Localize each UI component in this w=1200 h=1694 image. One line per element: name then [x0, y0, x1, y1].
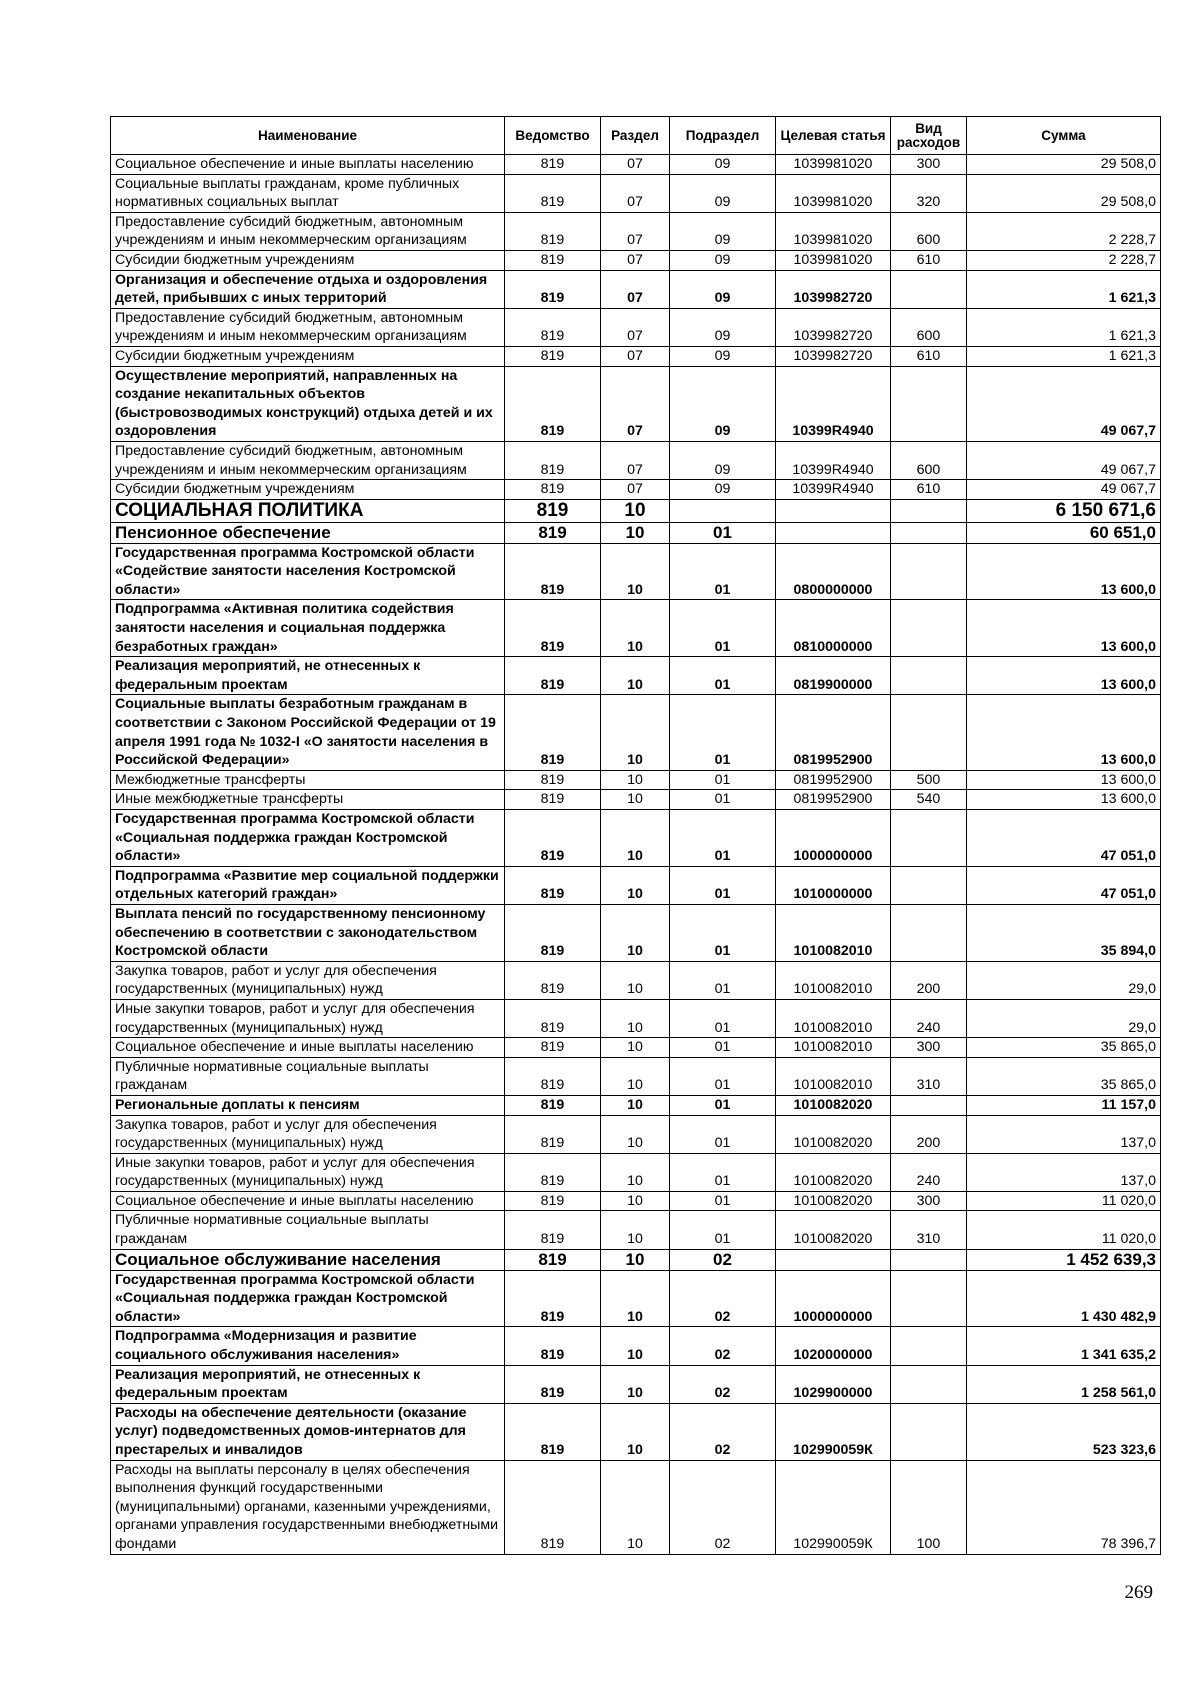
table-row [111, 657, 1161, 695]
table-row [111, 250, 1161, 270]
row-vid: 310 [891, 1211, 967, 1249]
row-vid: 300 [891, 1038, 967, 1058]
row-vedomstvo: 819 [505, 961, 601, 999]
table-row [111, 1057, 1161, 1095]
row-vedomstvo: 819 [505, 174, 601, 212]
row-name: Государственная программа Костромской области «Содействие занятости населения Костромской области» [111, 543, 505, 600]
row-vid: 200 [891, 961, 967, 999]
row-razdel: 10 [601, 695, 670, 770]
row-vedomstvo: 819 [505, 522, 601, 543]
row-celevaya: 1010082010 [776, 1057, 891, 1095]
row-vedomstvo: 819 [505, 810, 601, 867]
row-podrazdel: 01 [670, 999, 776, 1037]
row-razdel: 10 [601, 522, 670, 543]
row-podrazdel: 01 [670, 790, 776, 810]
row-name: Реализация мероприятий, не отнесенных к федеральным проектам [111, 1365, 505, 1403]
budget-table [110, 116, 1161, 1555]
table-row [111, 480, 1161, 500]
row-vedomstvo: 819 [505, 1460, 601, 1554]
row-vid [891, 810, 967, 867]
row-podrazdel: 09 [670, 250, 776, 270]
row-celevaya: 1039981020 [776, 250, 891, 270]
row-summa: 78 396,7 [967, 1460, 1161, 1554]
col-header-razdel: Раздел [601, 117, 670, 155]
row-razdel: 10 [601, 1403, 670, 1460]
row-celevaya: 102990059К [776, 1403, 891, 1460]
row-name: Публичные нормативные социальные выплаты гражданам [111, 1057, 505, 1095]
row-vedomstvo: 819 [505, 866, 601, 904]
row-celevaya [776, 522, 891, 543]
row-vedomstvo: 819 [505, 308, 601, 346]
row-vid: 100 [891, 1460, 967, 1554]
row-celevaya [776, 1249, 891, 1270]
row-vedomstvo: 819 [505, 1211, 601, 1249]
row-vedomstvo: 819 [505, 480, 601, 500]
row-podrazdel: 09 [670, 174, 776, 212]
row-summa: 137,0 [967, 1115, 1161, 1153]
row-vid [891, 366, 967, 441]
row-celevaya: 0819952900 [776, 790, 891, 810]
row-podrazdel: 01 [670, 810, 776, 867]
row-podrazdel: 02 [670, 1403, 776, 1460]
row-summa: 1 621,3 [967, 270, 1161, 308]
table-row [111, 543, 1161, 600]
row-vedomstvo: 819 [505, 1403, 601, 1460]
row-summa: 523 323,6 [967, 1403, 1161, 1460]
row-summa: 60 651,0 [967, 522, 1161, 543]
row-celevaya: 0819900000 [776, 657, 891, 695]
table-row [111, 270, 1161, 308]
table-row [111, 770, 1161, 790]
row-summa: 2 228,7 [967, 212, 1161, 250]
row-celevaya: 10399R4940 [776, 366, 891, 441]
row-name: Субсидии бюджетным учреждениям [111, 346, 505, 366]
row-summa: 35 894,0 [967, 904, 1161, 961]
row-vid: 540 [891, 790, 967, 810]
row-vid [891, 904, 967, 961]
row-vedomstvo: 819 [505, 1249, 601, 1270]
row-vid: 610 [891, 250, 967, 270]
row-vedomstvo: 819 [505, 366, 601, 441]
row-razdel: 10 [601, 770, 670, 790]
row-summa: 49 067,7 [967, 480, 1161, 500]
row-name: Социальное обеспечение и иные выплаты населению [111, 155, 505, 175]
row-summa: 11 020,0 [967, 1191, 1161, 1211]
row-podrazdel: 09 [670, 480, 776, 500]
table-row [111, 1249, 1161, 1270]
row-razdel: 07 [601, 155, 670, 175]
table-row [111, 1211, 1161, 1249]
row-celevaya: 1010082020 [776, 1115, 891, 1153]
row-name: Иные закупки товаров, работ и услуг для обеспечения государственных (муниципальных) нужд [111, 999, 505, 1037]
row-razdel: 10 [601, 600, 670, 657]
table-row [111, 1095, 1161, 1115]
row-vid [891, 1095, 967, 1115]
table-row [111, 1460, 1161, 1554]
row-podrazdel: 01 [670, 543, 776, 600]
row-vedomstvo: 819 [505, 212, 601, 250]
table-row [111, 1038, 1161, 1058]
table-row [111, 810, 1161, 867]
row-summa: 29 508,0 [967, 155, 1161, 175]
row-podrazdel: 01 [670, 1115, 776, 1153]
row-podrazdel: 09 [670, 155, 776, 175]
row-razdel: 07 [601, 480, 670, 500]
row-vedomstvo: 819 [505, 1270, 601, 1327]
row-razdel: 07 [601, 366, 670, 441]
row-name: Государственная программа Костромской области «Социальная поддержка граждан Костромской области» [111, 1270, 505, 1327]
row-podrazdel: 02 [670, 1327, 776, 1365]
row-razdel: 10 [601, 499, 670, 522]
row-vid [891, 1365, 967, 1403]
table-row [111, 212, 1161, 250]
row-podrazdel: 01 [670, 1057, 776, 1095]
row-podrazdel: 01 [670, 657, 776, 695]
row-name: Социальное обеспечение и иные выплаты населению [111, 1191, 505, 1211]
table-row [111, 346, 1161, 366]
row-summa: 49 067,7 [967, 441, 1161, 479]
table-row [111, 600, 1161, 657]
row-podrazdel: 01 [670, 1095, 776, 1115]
row-vedomstvo: 819 [505, 1153, 601, 1191]
row-vedomstvo: 819 [505, 695, 601, 770]
row-vid: 240 [891, 1153, 967, 1191]
row-celevaya: 1010082020 [776, 1095, 891, 1115]
row-vedomstvo: 819 [505, 999, 601, 1037]
row-summa: 47 051,0 [967, 866, 1161, 904]
row-vedomstvo: 819 [505, 441, 601, 479]
table-row [111, 522, 1161, 543]
row-razdel: 10 [601, 904, 670, 961]
row-podrazdel: 02 [670, 1460, 776, 1554]
row-podrazdel: 01 [670, 904, 776, 961]
row-vid [891, 499, 967, 522]
row-name: Выплата пенсий по государственному пенсионному обеспечению в соответствии с законодательством Костромской области [111, 904, 505, 961]
row-celevaya: 1039982720 [776, 308, 891, 346]
table-row [111, 1403, 1161, 1460]
row-vid [891, 522, 967, 543]
row-summa: 49 067,7 [967, 366, 1161, 441]
row-podrazdel: 01 [670, 1038, 776, 1058]
row-vid [891, 600, 967, 657]
row-summa: 11 020,0 [967, 1211, 1161, 1249]
row-vid [891, 1327, 967, 1365]
row-name: Государственная программа Костромской области «Социальная поддержка граждан Костромской области» [111, 810, 505, 867]
col-header-vedomstvo: Ведомство [505, 117, 601, 155]
row-celevaya: 1010082010 [776, 999, 891, 1037]
row-podrazdel: 01 [670, 600, 776, 657]
col-header-summa: Сумма [967, 117, 1161, 155]
row-name: Иные межбюджетные трансферты [111, 790, 505, 810]
row-summa: 13 600,0 [967, 695, 1161, 770]
table-row [111, 1327, 1161, 1365]
row-vedomstvo: 819 [505, 1115, 601, 1153]
row-summa: 29 508,0 [967, 174, 1161, 212]
row-celevaya: 10399R4940 [776, 441, 891, 479]
row-name: Предоставление субсидий бюджетным, автономным учреждениям и иным некоммерческим организациям [111, 212, 505, 250]
row-vedomstvo: 819 [505, 790, 601, 810]
row-vid: 240 [891, 999, 967, 1037]
col-header-vid: Вид расходов [891, 117, 967, 155]
row-vid: 310 [891, 1057, 967, 1095]
row-podrazdel: 01 [670, 1211, 776, 1249]
row-vedomstvo: 819 [505, 155, 601, 175]
row-name: Социальное обеспечение и иные выплаты населению [111, 1038, 505, 1058]
row-celevaya: 1010000000 [776, 866, 891, 904]
row-podrazdel: 01 [670, 866, 776, 904]
row-name: Пенсионное обеспечение [111, 522, 505, 543]
row-celevaya: 1000000000 [776, 1270, 891, 1327]
row-summa: 1 452 639,3 [967, 1249, 1161, 1270]
row-celevaya: 1010082010 [776, 904, 891, 961]
row-celevaya: 1010082010 [776, 961, 891, 999]
row-name: Расходы на выплаты персоналу в целях обеспечения выполнения функций государственными (муниципальными) органами, казенными учреждениями, органами управления государственными внебюджетными фондами [111, 1460, 505, 1554]
row-name: Подпрограмма «Развитие мер социальной поддержки отдельных категорий граждан» [111, 866, 505, 904]
row-vedomstvo: 819 [505, 1057, 601, 1095]
row-name: СОЦИАЛЬНАЯ ПОЛИТИКА [111, 499, 505, 522]
row-summa: 35 865,0 [967, 1038, 1161, 1058]
row-podrazdel: 01 [670, 1153, 776, 1191]
row-celevaya: 1039981020 [776, 174, 891, 212]
row-celevaya: 1039982720 [776, 346, 891, 366]
table-row [111, 366, 1161, 441]
row-razdel: 10 [601, 866, 670, 904]
row-celevaya: 1000000000 [776, 810, 891, 867]
row-vid [891, 866, 967, 904]
row-razdel: 10 [601, 1057, 670, 1095]
row-vedomstvo: 819 [505, 1365, 601, 1403]
row-podrazdel: 02 [670, 1249, 776, 1270]
row-vedomstvo: 819 [505, 1095, 601, 1115]
row-razdel: 10 [601, 810, 670, 867]
row-vid: 600 [891, 441, 967, 479]
row-summa: 13 600,0 [967, 600, 1161, 657]
row-vid [891, 1249, 967, 1270]
row-razdel: 07 [601, 346, 670, 366]
row-name: Подпрограмма «Активная политика содействия занятости населения и социальная поддержка безработных граждан» [111, 600, 505, 657]
row-podrazdel: 01 [670, 522, 776, 543]
row-razdel: 07 [601, 174, 670, 212]
table-row [111, 790, 1161, 810]
row-podrazdel: 01 [670, 695, 776, 770]
row-vid: 300 [891, 155, 967, 175]
table-row [111, 174, 1161, 212]
row-razdel: 07 [601, 441, 670, 479]
row-razdel: 10 [601, 1365, 670, 1403]
row-name: Закупка товаров, работ и услуг для обеспечения государственных (муниципальных) нужд [111, 1115, 505, 1153]
table-row [111, 695, 1161, 770]
row-vedomstvo: 819 [505, 543, 601, 600]
row-summa: 1 621,3 [967, 346, 1161, 366]
row-razdel: 10 [601, 999, 670, 1037]
row-vid [891, 1403, 967, 1460]
row-razdel: 10 [601, 1153, 670, 1191]
row-summa: 29,0 [967, 961, 1161, 999]
row-podrazdel [670, 499, 776, 522]
row-celevaya: 0810000000 [776, 600, 891, 657]
row-vid: 300 [891, 1191, 967, 1211]
row-razdel: 10 [601, 1270, 670, 1327]
row-vid: 600 [891, 212, 967, 250]
row-celevaya: 1010082020 [776, 1191, 891, 1211]
row-podrazdel: 02 [670, 1270, 776, 1327]
row-celevaya: 1029900000 [776, 1365, 891, 1403]
row-summa: 1 258 561,0 [967, 1365, 1161, 1403]
page-number: 269 [1124, 1582, 1153, 1603]
row-vedomstvo: 819 [505, 657, 601, 695]
row-summa: 1 621,3 [967, 308, 1161, 346]
row-celevaya: 1020000000 [776, 1327, 891, 1365]
row-razdel: 10 [601, 657, 670, 695]
row-razdel: 07 [601, 212, 670, 250]
row-name: Подпрограмма «Модернизация и развитие социального обслуживания населения» [111, 1327, 505, 1365]
table-row [111, 155, 1161, 175]
row-vid [891, 657, 967, 695]
row-celevaya: 0819952900 [776, 695, 891, 770]
row-razdel: 10 [601, 543, 670, 600]
row-celevaya: 1039982720 [776, 270, 891, 308]
row-summa: 1 430 482,9 [967, 1270, 1161, 1327]
row-name: Субсидии бюджетным учреждениям [111, 480, 505, 500]
row-vid [891, 270, 967, 308]
row-celevaya: 102990059К [776, 1460, 891, 1554]
row-summa: 13 600,0 [967, 790, 1161, 810]
row-name: Иные закупки товаров, работ и услуг для обеспечения государственных (муниципальных) нужд [111, 1153, 505, 1191]
col-header-celevaya: Целевая статья [776, 117, 891, 155]
row-vid [891, 543, 967, 600]
row-celevaya: 0800000000 [776, 543, 891, 600]
row-vid: 320 [891, 174, 967, 212]
row-summa: 11 157,0 [967, 1095, 1161, 1115]
row-podrazdel: 01 [670, 961, 776, 999]
row-summa: 137,0 [967, 1153, 1161, 1191]
table-row [111, 1270, 1161, 1327]
budget-document [110, 116, 1160, 1555]
row-razdel: 10 [601, 961, 670, 999]
row-podrazdel: 09 [670, 212, 776, 250]
row-vid: 200 [891, 1115, 967, 1153]
table-row [111, 866, 1161, 904]
row-podrazdel: 01 [670, 1191, 776, 1211]
row-name: Социальные выплаты безработным гражданам в соответствии с Законом Российской Федерации от 19 апреля 1991 года № 1032-I «О занятости населения в Российской Федерации» [111, 695, 505, 770]
row-podrazdel: 09 [670, 270, 776, 308]
row-name: Межбюджетные трансферты [111, 770, 505, 790]
table-row [111, 499, 1161, 522]
row-vedomstvo: 819 [505, 270, 601, 308]
row-vedomstvo: 819 [505, 770, 601, 790]
row-vedomstvo: 819 [505, 499, 601, 522]
row-celevaya: 10399R4940 [776, 480, 891, 500]
row-podrazdel: 09 [670, 346, 776, 366]
row-razdel: 10 [601, 1211, 670, 1249]
row-vid: 500 [891, 770, 967, 790]
row-vid: 610 [891, 480, 967, 500]
row-name: Осуществление мероприятий, направленных на создание некапитальных объектов (быстровозводимых конструкций) отдыха детей и их оздоровления [111, 366, 505, 441]
row-vid: 600 [891, 308, 967, 346]
row-vid [891, 1270, 967, 1327]
row-celevaya: 1010082010 [776, 1038, 891, 1058]
row-razdel: 07 [601, 270, 670, 308]
row-celevaya: 0819952900 [776, 770, 891, 790]
table-row [111, 1153, 1161, 1191]
row-summa: 13 600,0 [967, 657, 1161, 695]
row-vid [891, 695, 967, 770]
row-celevaya: 1039981020 [776, 212, 891, 250]
row-podrazdel: 01 [670, 770, 776, 790]
row-name: Расходы на обеспечение деятельности (оказание услуг) подведомственных домов-интернатов для престарелых и инвалидов [111, 1403, 505, 1460]
row-podrazdel: 09 [670, 441, 776, 479]
row-name: Предоставление субсидий бюджетным, автономным учреждениям и иным некоммерческим организациям [111, 308, 505, 346]
row-summa: 13 600,0 [967, 770, 1161, 790]
row-razdel: 10 [601, 1038, 670, 1058]
row-summa: 13 600,0 [967, 543, 1161, 600]
row-podrazdel: 02 [670, 1365, 776, 1403]
row-celevaya: 1010082020 [776, 1153, 891, 1191]
row-summa: 6 150 671,6 [967, 499, 1161, 522]
table-header-row [111, 117, 1161, 155]
table-row [111, 1115, 1161, 1153]
row-name: Закупка товаров, работ и услуг для обеспечения государственных (муниципальных) нужд [111, 961, 505, 999]
row-name: Реализация мероприятий, не отнесенных к федеральным проектам [111, 657, 505, 695]
row-vedomstvo: 819 [505, 250, 601, 270]
row-celevaya: 1010082020 [776, 1211, 891, 1249]
row-vedomstvo: 819 [505, 1327, 601, 1365]
row-celevaya: 1039981020 [776, 155, 891, 175]
row-podrazdel: 09 [670, 366, 776, 441]
row-vid: 610 [891, 346, 967, 366]
row-vedomstvo: 819 [505, 1038, 601, 1058]
row-name: Организация и обеспечение отдыха и оздоровления детей, прибывших с иных территорий [111, 270, 505, 308]
row-vedomstvo: 819 [505, 346, 601, 366]
table-row [111, 1191, 1161, 1211]
row-summa: 1 341 635,2 [967, 1327, 1161, 1365]
row-razdel: 10 [601, 1191, 670, 1211]
table-row [111, 904, 1161, 961]
row-name: Предоставление субсидий бюджетным, автономным учреждениям и иным некоммерческим организациям [111, 441, 505, 479]
row-name: Публичные нормативные социальные выплаты гражданам [111, 1211, 505, 1249]
table-row [111, 961, 1161, 999]
row-summa: 29,0 [967, 999, 1161, 1037]
table-row [111, 999, 1161, 1037]
row-vedomstvo: 819 [505, 1191, 601, 1211]
row-summa: 47 051,0 [967, 810, 1161, 867]
row-razdel: 10 [601, 1327, 670, 1365]
row-razdel: 10 [601, 1095, 670, 1115]
row-razdel: 10 [601, 1115, 670, 1153]
row-razdel: 10 [601, 1460, 670, 1554]
row-vedomstvo: 819 [505, 904, 601, 961]
table-row [111, 1365, 1161, 1403]
row-vedomstvo: 819 [505, 600, 601, 657]
row-celevaya [776, 499, 891, 522]
row-summa: 35 865,0 [967, 1057, 1161, 1095]
row-razdel: 10 [601, 790, 670, 810]
col-header-name: Наименование [111, 117, 505, 155]
row-razdel: 10 [601, 1249, 670, 1270]
row-name: Социальные выплаты гражданам, кроме публичных нормативных социальных выплат [111, 174, 505, 212]
row-summa: 2 228,7 [967, 250, 1161, 270]
table-row [111, 441, 1161, 479]
row-razdel: 07 [601, 308, 670, 346]
col-header-podrazdel: Подраздел [670, 117, 776, 155]
table-row [111, 308, 1161, 346]
row-podrazdel: 09 [670, 308, 776, 346]
row-name: Социальное обслуживание населения [111, 1249, 505, 1270]
row-razdel: 07 [601, 250, 670, 270]
row-name: Субсидии бюджетным учреждениям [111, 250, 505, 270]
row-name: Региональные доплаты к пенсиям [111, 1095, 505, 1115]
